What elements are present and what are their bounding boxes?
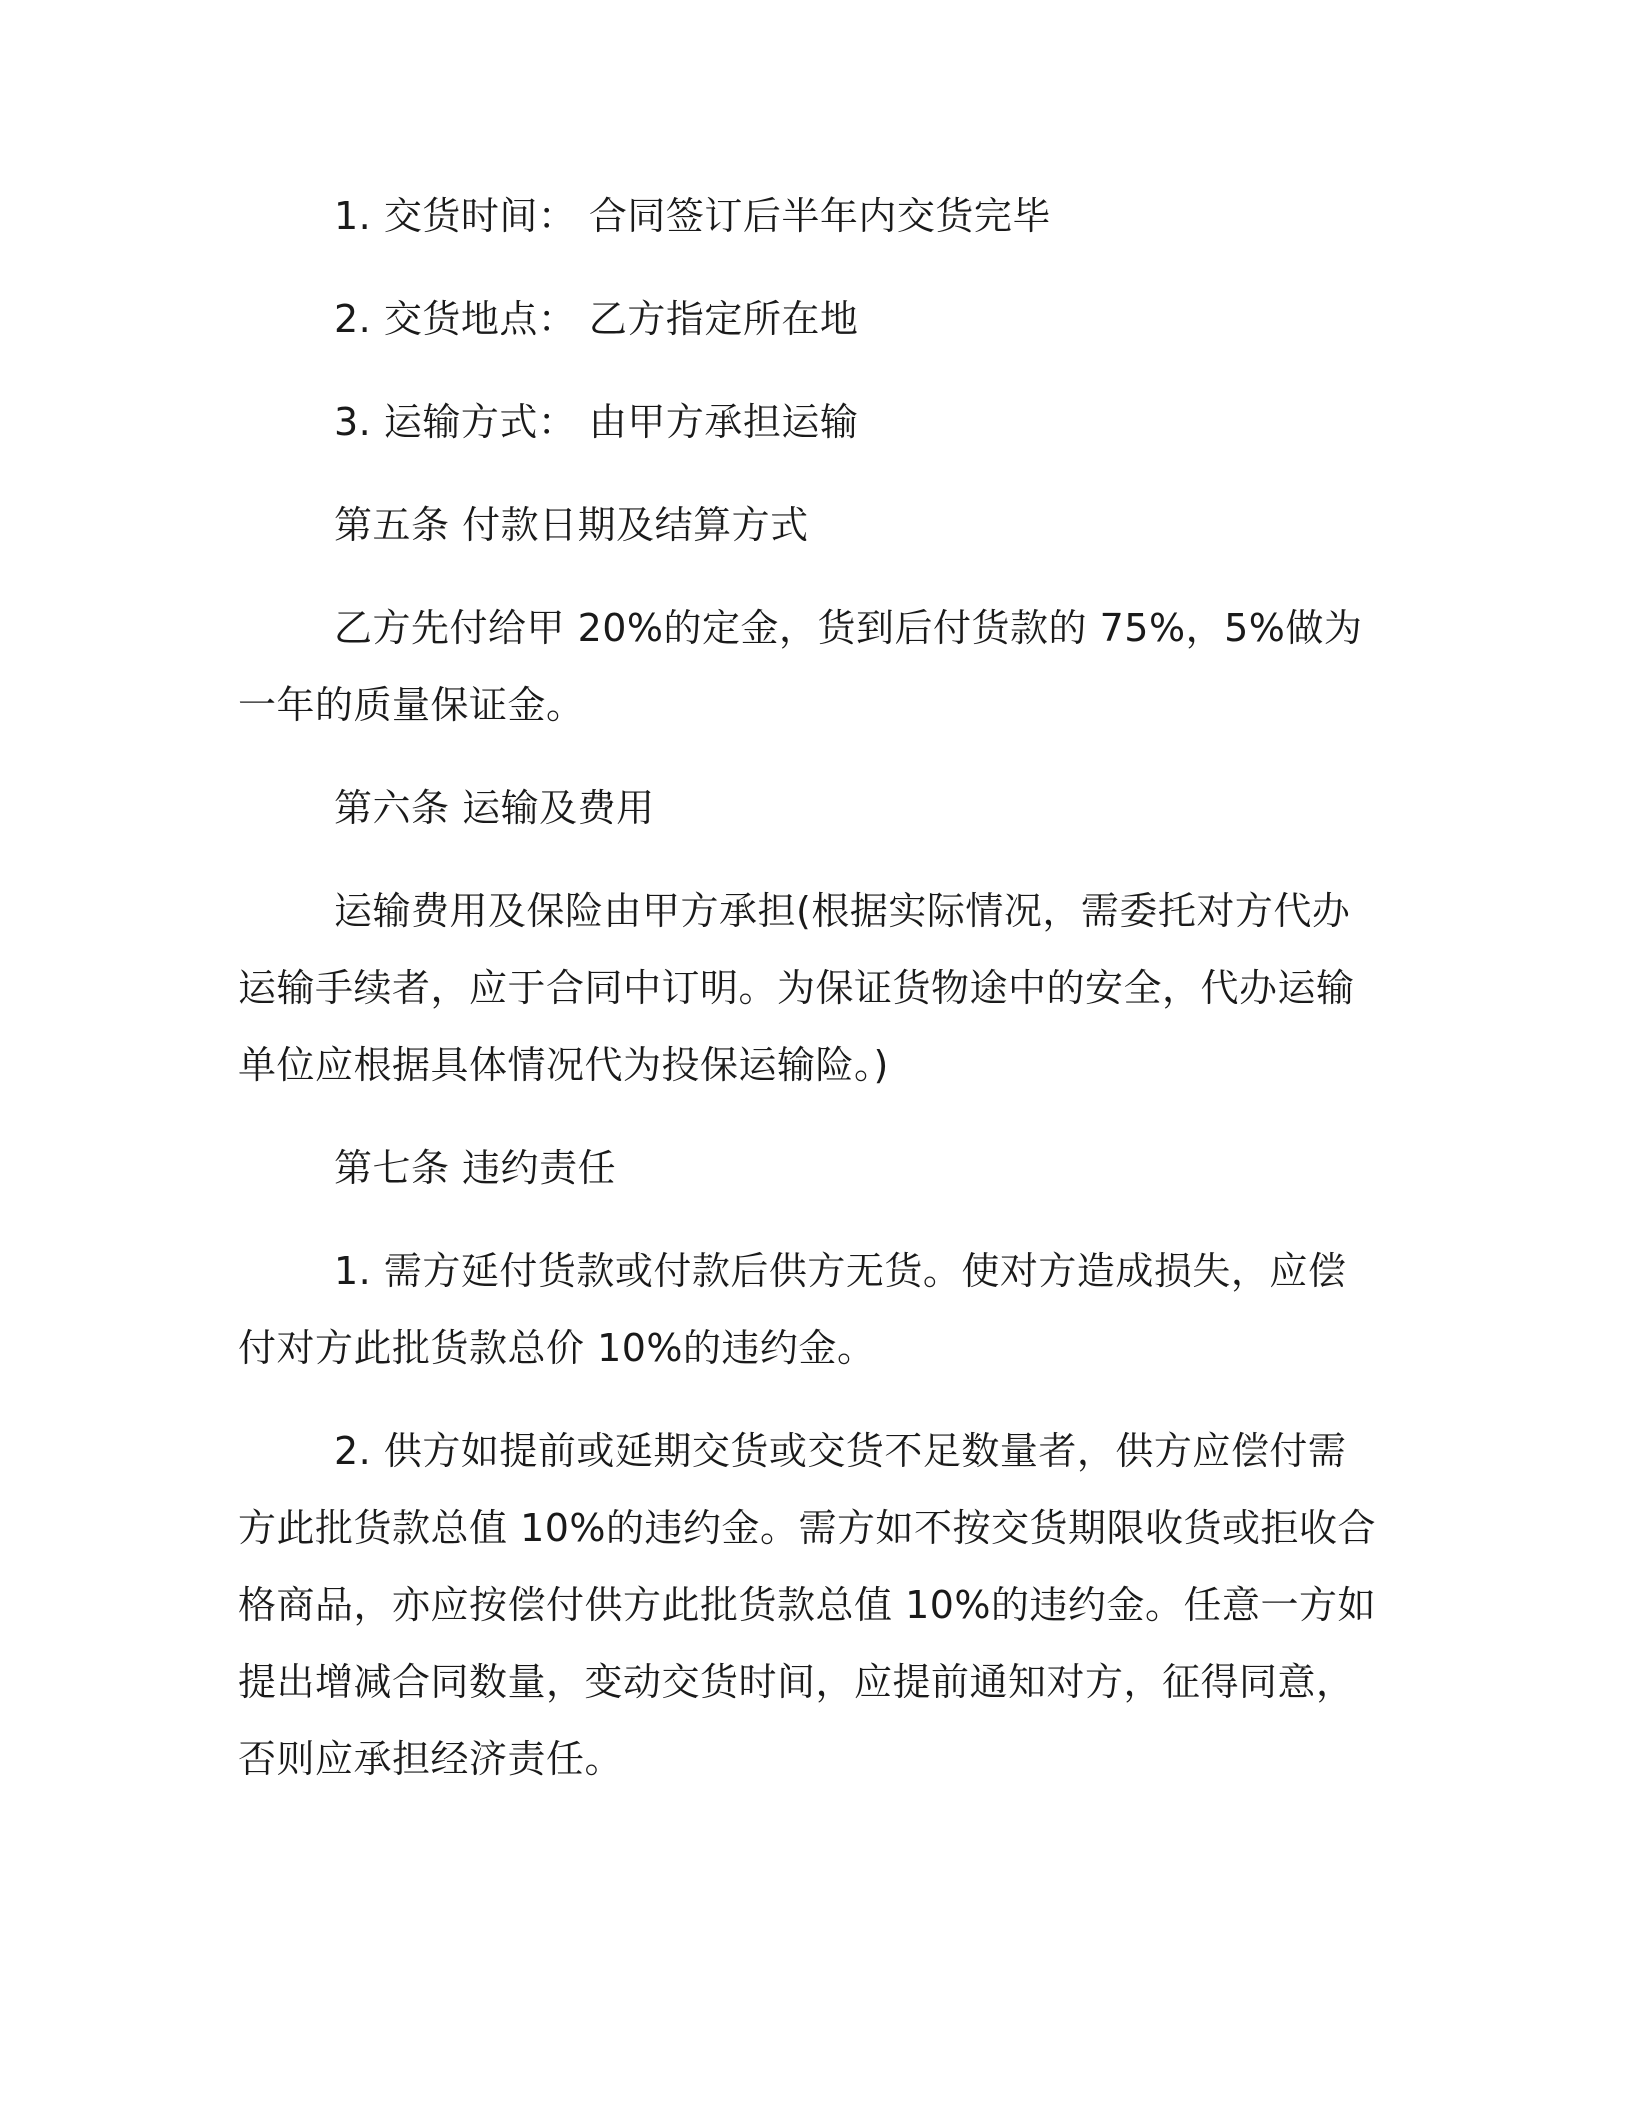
breach-clause-2: 2. 供方如提前或延期交货或交货不足数量者，供方应偿付需方此批货款总值 10%的违约金。需方如不按交货期限收货或拒收合格商品，亦应按偿付供方此批货款总值 10%的违约金。任意一方如提出增减合同数量，变动交货时间，应提前通知对方，征得同意，否则应承担经济责任。	[238, 1429, 1377, 1781]
breach-clause-1: 1. 需方延付货款或付款后供方无货。使对方造成损失，应偿付对方此批货款总价 10%的违约金。	[238, 1249, 1347, 1370]
transport-method-clause: 3. 运输方式： 由甲方承担运输	[334, 400, 859, 444]
article-7-heading: 第七条 违约责任	[334, 1146, 617, 1190]
delivery-location-clause: 2. 交货地点： 乙方指定所在地	[334, 297, 859, 341]
transport-cost-paragraph: 运输费用及保险由甲方承担(根据实际情况，需委托对方代办运输手续者，应于合同中订明。为保证货物途中的安全，代办运输单位应根据具体情况代为投保运输险。)	[238, 889, 1355, 1087]
article-6-heading: 第六条 运输及费用	[334, 786, 655, 830]
payment-terms-paragraph: 乙方先付给甲 20%的定金，货到后付货款的 75%，5%做为一年的质量保证金。	[238, 606, 1363, 727]
article-5-heading: 第五条 付款日期及结算方式	[334, 503, 809, 547]
delivery-time-clause: 1. 交货时间： 合同签订后半年内交货完毕	[334, 194, 1051, 238]
